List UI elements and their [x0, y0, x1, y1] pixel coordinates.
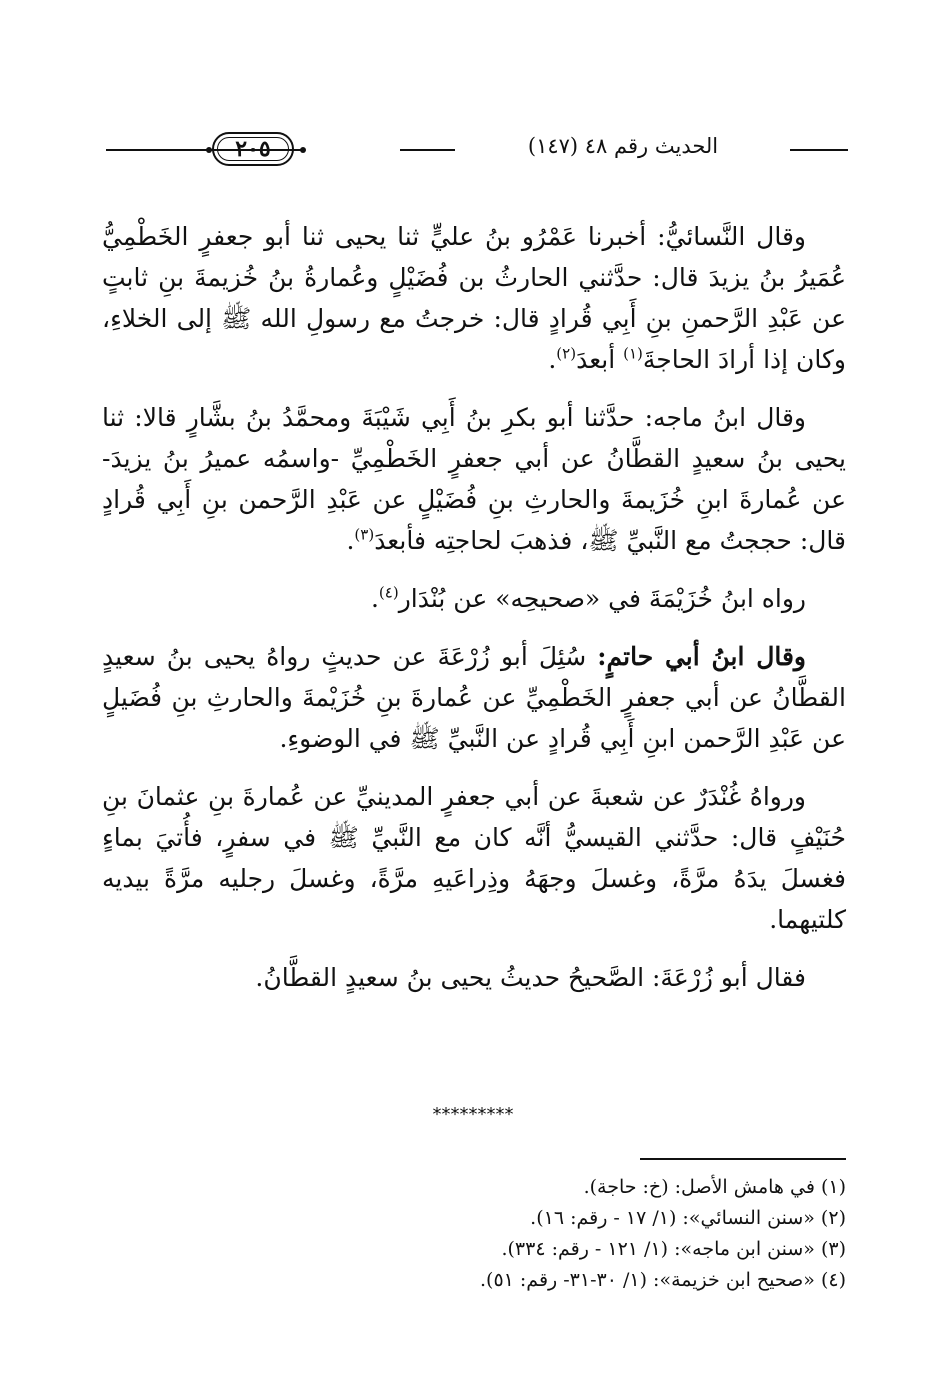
paragraph-text: سُئِلَ أبو زُرْعَةَ عن حديثٍ رواهُ يحيى بنُ سعيدٍ القطَّانُ عن أبي جعفرٍ الخَطْمِيِّ عن عُمارةَ بنِ خُزَيْمةَ والحارثِ بنِ فُضَيلٍ عن عَبْدِ الرَّحمن ابنِ أَبِي قُرادٍ عن النَّبيِّ ﷺ في الوضوءِ.	[102, 642, 846, 753]
paragraph-text: ورواهُ غُنْدَرٌ عن شعبةَ عن أبي جعفرٍ المدينيِّ عن عُمارةَ بنِ عثمانَ بنِ حُنَيْفٍ قال: حدَّثني القيسيُّ أنَّه كان مع النَّبيِّ ﷺ في سفرٍ، فأُتيَ بماءٍ فغسلَ يدَهُ مرَّةً، وغسلَ وجهَهُ وذِراعَيهِ مرَّةً، وغسلَ رجليه مرَّةً بيديه كلتيهما.	[102, 782, 846, 934]
paragraph-text: فقال أبو زُرْعَةَ: الصَّحيحُ حديثُ يحيى بنُ سعيدٍ القطَّانُ.	[255, 963, 806, 992]
footnote-item: (٢) «سنن النسائي»: (١/ ١٧ - رقم: ١٦).	[530, 1207, 846, 1229]
footnote-item: (٣) «سنن ابن ماجه»: (١/ ١٢١ - رقم: ٣٣٤).	[501, 1238, 846, 1260]
paragraph-end: .	[370, 584, 379, 613]
header-rule-right	[790, 149, 848, 151]
footnote-item: (١) في هامش الأصل: (خ: حاجة).	[583, 1176, 846, 1198]
header-rule-middle	[400, 149, 455, 151]
paragraph-nasai	[102, 216, 846, 380]
paragraph-lead: وقال ابنُ أبي حاتمٍ:	[597, 642, 806, 671]
paragraph-ibn-abi-hatim	[102, 636, 846, 759]
paragraph-end: .	[346, 526, 355, 555]
footnote-ref: (١)	[623, 344, 643, 363]
page-number-frame	[212, 132, 294, 166]
paragraph-end: .	[548, 345, 557, 374]
page-header	[100, 120, 848, 180]
paragraph-ibn-majah	[102, 397, 846, 561]
footnotes	[102, 1172, 846, 1296]
footnote-rule	[640, 1158, 846, 1160]
paragraph-abu-zurah	[102, 957, 846, 998]
paragraph-text: رواه ابنُ خُزَيْمَةَ في «صحيحِه» عن بُنْدَار	[398, 584, 806, 613]
page-number: ٢٠٥	[235, 136, 271, 162]
footnote-ref: (٢)	[556, 344, 577, 363]
header-dot	[300, 147, 306, 153]
paragraph-text: وقال ابنُ ماجه: حدَّثنا أبو بكرِ بنُ أَبِي شَيْبَةَ ومحمَّدُ بنُ بشَّارٍ قالا: ثنا يحيى بنُ سعيدٍ القطَّانُ عن أبي جعفرٍ الخَطْمِيِّ -واسمُه عميرُ بنُ يزيدَ- عن عُمارةَ ابنِ خُزَيمةَ والحارثِ بنِ فُضَيْلٍ عن عَبْدِ الرَّحمن بنِ أَبِي قُرادٍ قال: حججتُ مع النَّبيِّ ﷺ، فذهبَ لحاجتِه فأبعدَ	[102, 403, 846, 555]
section-separator: *********	[432, 1104, 514, 1125]
footnote-ref: (٤)	[378, 583, 399, 602]
paragraph-text: أبعدَ	[576, 345, 624, 374]
paragraph-text: وقال النَّسائيُّ: أخبرنا عَمْرُو بنُ عليٍّ ثنا يحيى ثنا أبو جعفرٍ الخَطْمِيُّ عُمَيرُ بنُ يزيدَ قال: حدَّثني الحارثُ بن فُضَيْلٍ وعُمارةُ بنُ خُزيمةَ بنِ ثابتٍ عن عَبْدِ الرَّحمنِ بنِ أَبِي قُرادٍ قال: خرجتُ مع رسولِ الله ﷺ إلى الخلاءِ، وكان إذا أرادَ الحاجةَ	[102, 222, 846, 374]
header-dot	[206, 147, 212, 153]
paragraph-ibn-khuzaymah	[102, 578, 846, 619]
footnote-item: (٤) «صحيح ابن خزيمة»: (١/ ٣٠-٣١- رقم: ٥١).	[479, 1269, 846, 1291]
running-head: الحديث رقم ٤٨ (١٤٧)	[527, 134, 719, 158]
main-text	[102, 216, 846, 1015]
footnote-ref: (٣)	[354, 525, 375, 544]
paragraph-ghundar	[102, 776, 846, 940]
